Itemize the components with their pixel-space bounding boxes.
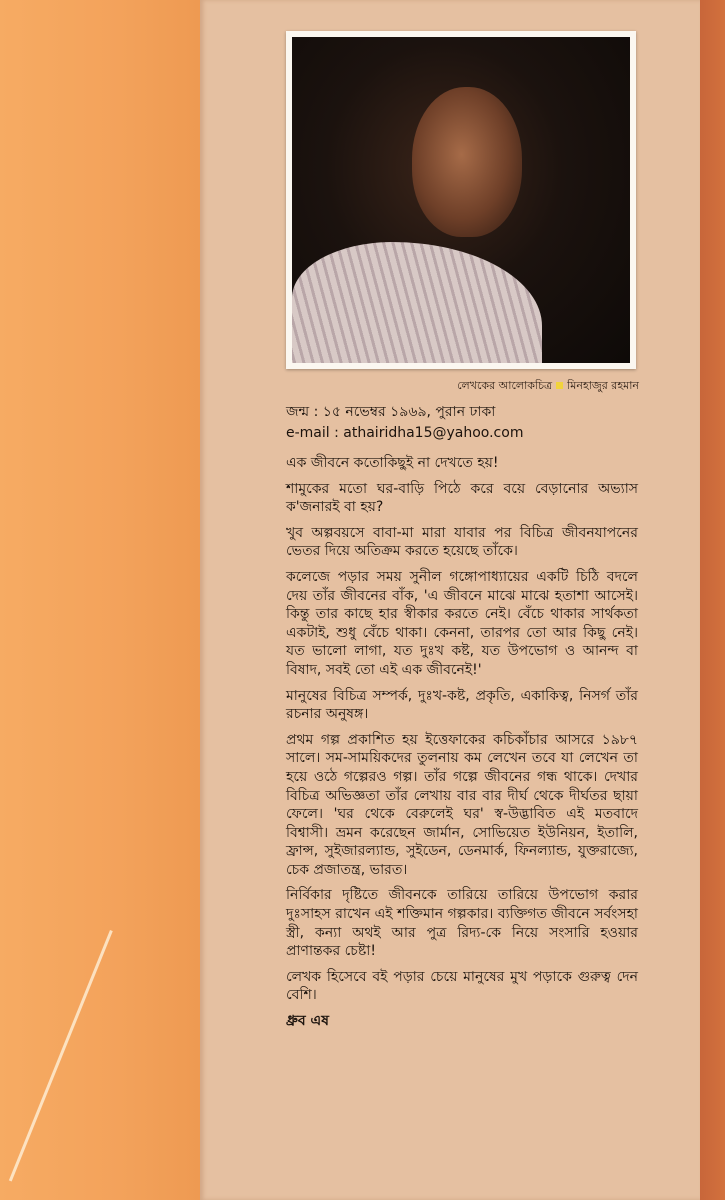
- author-face: [412, 87, 522, 237]
- bio-paragraph: প্রথম গল্প প্রকাশিত হয় ইত্তেফাকের কচিকাঁচার আসরে ১৯৮৭ সালে। সম-সাময়িকদের তুলনায় কম লেখেন তবে যা লেখেন তা হয়ে ওঠে গল্পেরও গল্প। তাঁর গল্পে জীবনের গন্ধ থাকে। দেখার বিচিত্র অভিজ্ঞতা তাঁর লেখায় বার বার দীর্ঘ থেকে দীর্ঘতর ছায়া ফেলে। 'ঘর থেকে বেরুলেই ঘর' স্ব-উদ্ভাবিত এই মতবাদে বিশ্বাসী। ভ্রমন করেছেন জার্মান, সোভিয়েত ইউনিয়ন, ইতালি, ফ্রান্স, সুইজারল্যান্ড, সুইডেন, ডেনমার্ক, ফিনল্যান্ড, যুক্তরাজ্যে, চেক প্রজাতন্ত্র, ভারত।: [286, 731, 638, 878]
- bio-paragraph: লেখক হিসেবে বই পড়ার চেয়ে মানুষের মুখ পড়াকে গুরুত্ব দেন বেশি।: [286, 968, 638, 1004]
- author-meta: [286, 402, 638, 444]
- bio-paragraph: এক জীবনে কতোকিছুই না দেখতে হয়!: [286, 455, 499, 471]
- photo-caption: [457, 377, 639, 396]
- author-bio-text: [286, 402, 638, 1031]
- bio-paragraph: কলেজে পড়ার সময় সুনীল গঙ্গোপাধ্যায়ের একটি চিঠি বদলে দেয় তাঁর জীবনের বাঁক, 'এ জীবনে মাঝে মাঝে হতাশা আসেই। কিন্তু তার কাছে হার স্বীকার করতে নেই। বেঁচে থাকার সার্থকতা একটাই, শুধু বেঁচে থাকা। কেননা, তারপর তো আর কিছু নেই। যত ভালো লাগা, যত দুঃখ কষ্ট, যত উপভোগ ও আনন্দ বা বিষাদ, সবই তো এই এক জীবনেই!': [286, 568, 638, 678]
- caption-separator-icon: [556, 382, 563, 389]
- email-info: e-mail : athairidha15@yahoo.com: [286, 425, 524, 441]
- author-shirt: [292, 242, 542, 363]
- book-spine-edge: [700, 0, 725, 1200]
- photo-credit: মিনহাজুর রহমান: [567, 379, 639, 392]
- author-photo-frame: [286, 31, 636, 369]
- signature: ধ্রুব এষ: [286, 1013, 329, 1030]
- bio-paragraph: নির্বিকার দৃষ্টিতে জীবনকে তারিয়ে তারিয়ে উপভোগ করার দুঃসাহস রাখেন এই শক্তিমান গল্পকার। ব্যক্তিগত জীবনে সর্বংসহা স্ত্রী, কন্যা অথই আর পুত্র রিদ্য-কে নিয়ে সংসারি হওয়ার প্রাণান্তকর চেষ্টা!: [286, 887, 638, 960]
- bio-paragraph: খুব অল্পবয়সে বাবা-মা মারা যাবার পর বিচিত্র জীবনযাপনের ভেতর দিয়ে অতিক্রম করতে হয়েছে তাঁকে।: [286, 524, 638, 560]
- caption-label: লেখকের আলোকচিত্র: [457, 379, 553, 392]
- bio-paragraph: মানুষের বিচিত্র সম্পর্ক, দুঃখ-কষ্ট, প্রকৃতি, একাকিত্ব, নিসর্গ তাঁর রচনার অনুষঙ্গ।: [286, 687, 638, 723]
- bio-paragraph: শামুকের মতো ঘর-বাড়ি পিঠে করে বয়ে বেড়ানোর অভ্যাস ক'জনারই বা হয়?: [286, 480, 638, 516]
- birth-info: জন্ম : ১৫ নভেম্বর ১৯৬৯, পুরান ঢাকা: [286, 404, 496, 420]
- author-photo: [292, 37, 630, 363]
- book-front-flap: [0, 0, 200, 1200]
